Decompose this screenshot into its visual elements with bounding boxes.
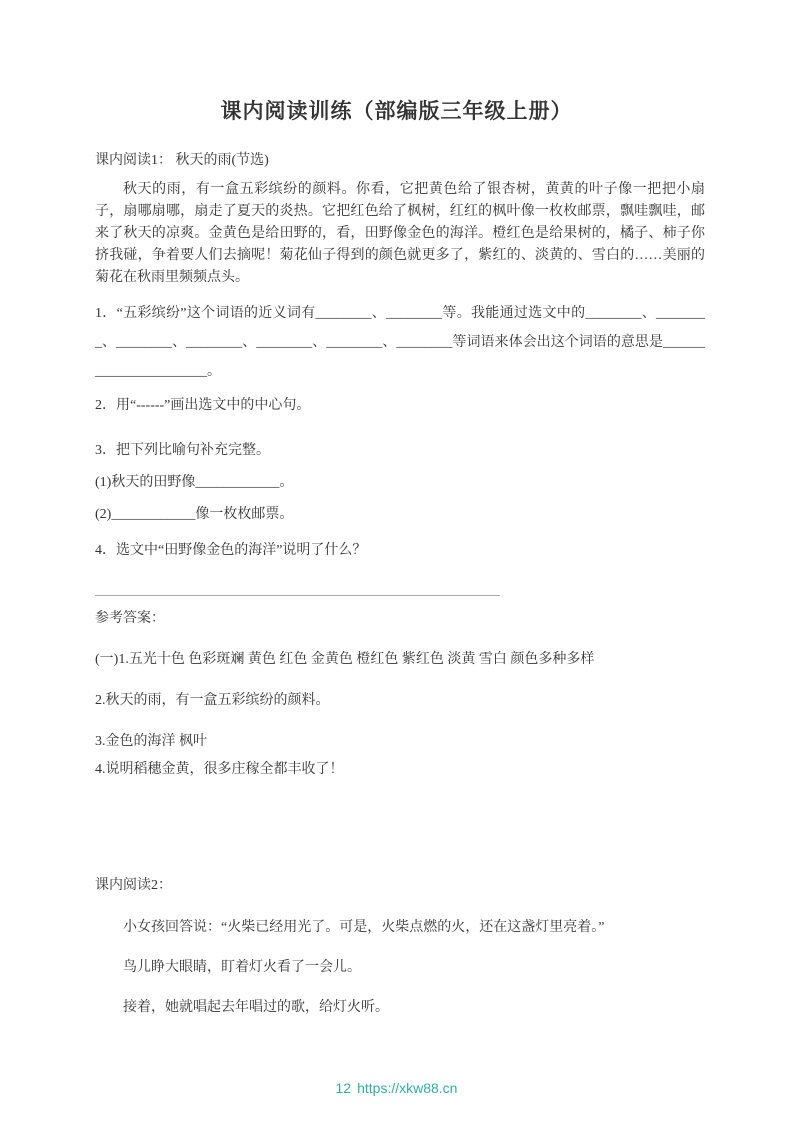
footer-link[interactable]: https://xkw88.cn [357,1080,458,1096]
answer-3: 3.金色的海洋 枫叶 [95,734,207,749]
footer-page-number: 12 [335,1080,352,1096]
page-footer [0,1080,793,1096]
answer-1: (一)1.五光十色 色彩斑斓 黄色 红色 金黄色 橙红色 紫红色 淡黄 雪白 颜色多种多样 [95,652,595,667]
document-content [0,150,793,1019]
answer-2: 2.秋天的雨，有一盒五彩缤纷的颜料。 [95,693,330,708]
question-1: 1．“五彩缤纷”这个词语的近义词有________、________等。我能通过选文中的________、________、________、________、________、________、________等词语来体会出这个词语的意思是______________________。 [95,306,705,379]
question-3-item-1: (1)秋天的田野像____________。 [95,475,294,490]
question-3: 3．把下列比喻句补充完整。 [95,443,270,458]
answer-blank-line [95,595,500,596]
section2-paragraph-3: 接着，她就唱起去年唱过的歌，给灯火听。 [123,1000,389,1015]
passage-paragraph: 秋天的雨，有一盒五彩缤纷的颜料。你看，它把黄色给了银杏树，黄黄的叶子像一把把小扇子，扇哪扇哪，扇走了夏天的炎热。它把红色给了枫树，红红的枫叶像一枚枚邮票，飘哇飘哇，邮来了秋天的凉爽。金黄色是给田野的，看，田野像金色的海洋。橙红色是给果树的，橘子、柿子你挤我碰，争着要人们去摘呢！菊花仙子得到的颜色就更多了，紫红的、淡黄的、雪白的……美丽的菊花在秋雨里频频点头。 [95,182,705,285]
answers-heading: 参考答案： [95,611,165,626]
answer-4: 4.说明稻穗金黄，很多庄稼全都丰收了！ [95,762,344,777]
page-title: 课内阅读训练（部编版三年级上册） [220,99,573,123]
section2-heading: 课内阅读2： [95,878,172,893]
section1-heading: 课内阅读1： 秋天的雨(节选) [95,153,269,168]
section2-paragraph-2: 鸟儿睁大眼睛，盯着灯火看了一会儿。 [123,960,361,975]
question-2: 2．用“------”画出选文中的中心句。 [95,398,311,413]
section2-paragraph-1: 小女孩回答说：“火柴已经用光了。可是，火柴点燃的火，还在这盏灯里亮着。” [123,920,605,935]
question-4: 4．选文中“田野像金色的海洋”说明了什么？ [95,543,367,558]
question-3-item-2: (2)____________像一枚枚邮票。 [95,507,294,522]
